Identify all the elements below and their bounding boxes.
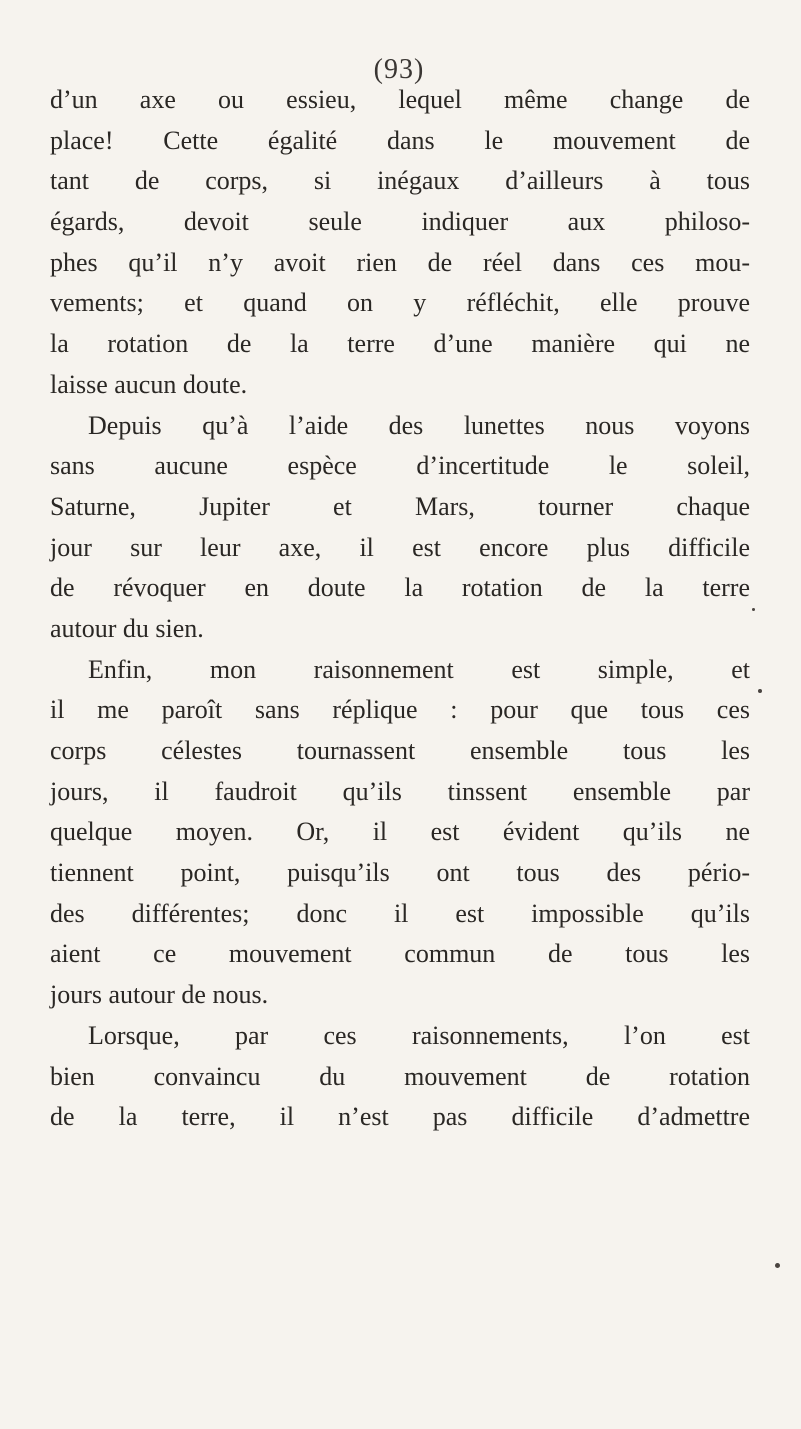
page-number: (93) <box>373 54 425 85</box>
text-line: Saturne, Jupiter et Mars, tourner chaque <box>50 491 750 521</box>
text-line: bien convaincu du mouvement de rotation <box>50 1061 750 1091</box>
text-line: tiennent point, puisqu’ils ont tous des pério- <box>50 858 750 888</box>
text-line: autour du sien. <box>50 613 204 643</box>
text-line: sans aucune espèce d’incertitude le soleil, <box>50 451 750 481</box>
ink-speck <box>758 689 762 693</box>
text-line: place! Cette égalité dans le mouvement de <box>50 125 750 155</box>
body-text <box>50 80 750 1138</box>
text-line: jours, il faudroit qu’ils tinssent ensemble par <box>50 776 750 806</box>
text-line: égards, devoit seule indiquer aux philoso- <box>50 207 750 237</box>
text-line: Lorsque, par ces raisonnements, l’on est <box>88 1020 750 1050</box>
text-line: jour sur leur axe, il est encore plus difficile <box>50 532 750 562</box>
text-line: la rotation de la terre d’une manière qui ne <box>50 329 750 359</box>
ink-speck <box>775 1263 780 1268</box>
ink-speck <box>752 608 755 611</box>
text-line: d’un axe ou essieu, lequel même change de <box>50 85 750 114</box>
text-line: laisse aucun doute. <box>50 369 248 399</box>
text-line: phes qu’il n’y avoit rien de réel dans ces mou- <box>50 247 750 277</box>
text-line: vements; et quand on y réfléchit, elle prouve <box>50 288 750 318</box>
text-line: jours autour de nous. <box>50 980 269 1010</box>
text-line: de révoquer en doute la rotation de la terre <box>50 573 750 603</box>
text-line: il me paroît sans réplique : pour que tous ces <box>50 695 750 725</box>
text-line: corps célestes tournassent ensemble tous les <box>50 736 750 765</box>
text-line: Enfin, mon raisonnement est simple, et <box>88 654 750 684</box>
text-line: des différentes; donc il est impossible qu’ils <box>50 898 750 928</box>
text-line: de la terre, il n’est pas difficile d’admettre <box>50 1102 750 1132</box>
text-line: Depuis qu’à l’aide des lunettes nous voyons <box>88 410 750 440</box>
text-line: aient ce mouvement commun de tous les <box>50 939 750 969</box>
text-line: quelque moyen. Or, il est évident qu’ils ne <box>50 817 750 847</box>
text-line: tant de corps, si inégaux d’ailleurs à tous <box>50 166 750 196</box>
